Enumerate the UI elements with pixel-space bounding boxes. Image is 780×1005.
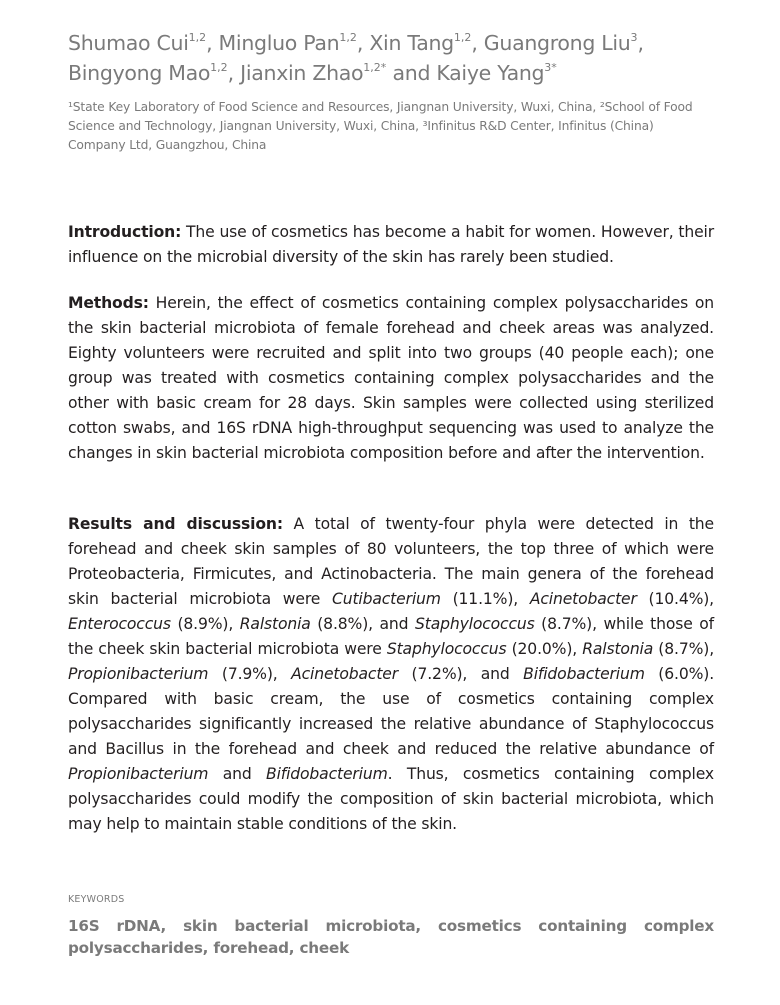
author-name: Guangrong Liu — [483, 31, 631, 55]
author-affiliation-mark: 1,2 — [453, 31, 472, 44]
author-affiliation-mark: 1,2 — [210, 61, 228, 74]
author-list: Shumao Cui$^{1,2}$, Mingluo Pan$^{1,2}$, Xin Tang$^{1,2}$, Guangrong Liu$^3$, Bingyong Mao$^{1,2}$, Jianxin Zhao$^{1,2*}$ and Kaiye Yang$^{3*}$ — [68, 31, 644, 85]
genus-name: Enterococcus — [68, 615, 171, 633]
genus-name: Cutibacterium — [331, 590, 441, 608]
genus-name: Bifidobacterium — [523, 665, 645, 683]
genus-name: Propionibacterium — [68, 665, 209, 683]
genus-name: Acinetobacter — [529, 590, 637, 608]
methods-text: Herein, the effect of cosmetics containing complex polysaccharides on the skin bacterial microbiota of female forehead and cheek areas was analyzed. Eighty volunteers were recruited and split into two groups (40 people each); one group was treated with cosmetics containing complex polysaccharides and the other with basic cream for 28 days. Skin samples were collected using sterilized cotton swabs, and 16S rDNA high-throughput sequencing was used to analyze the changes in skin bacterial microbiota composition before and after the intervention. — [68, 294, 714, 462]
author-name: Shumao Cui — [68, 31, 189, 55]
methods-section — [68, 291, 714, 466]
introduction-text: The use of cosmetics has become a habit for women. However, their influence on the microbial diversity of the skin has rarely been studied. — [68, 223, 714, 266]
keywords-text: 16S rDNA, skin bacterial microbiota, cosmetics containing complex polysaccharides, forehead, cheek — [68, 917, 714, 957]
results-label: Results and discussion: — [68, 515, 283, 533]
genus-name: Bifidobacterium — [266, 765, 388, 783]
author-name: Bingyong Mao — [68, 61, 211, 85]
author-name: Xin Tang — [369, 31, 454, 55]
author-affiliation-mark: 1,2* — [363, 61, 387, 74]
keywords-label: KEYWORDS — [68, 894, 125, 905]
genus-name: Staphylococcus — [386, 640, 507, 658]
author-affiliation-mark: 1,2 — [339, 31, 357, 44]
author-affiliation-mark: 1,2 — [188, 31, 207, 44]
genus-name: Acinetobacter — [291, 665, 399, 683]
author-name: Mingluo Pan — [218, 31, 340, 55]
results-section — [68, 512, 714, 837]
results-text: A total of twenty-four phyla were detected in the forehead and cheek skin samples of 80 volunteers, the top three of which were Proteobacteria, Firmicutes, and Actinobacteria. The main genera of the forehead skin bacterial microbiota were Cutibacterium (11.1%), Acinetobacter (10.4%), Enterococcus (8.9%), Ralstonia (8.8%), and Staphylococcus (8.7%), while those of the cheek skin bacterial microbiota were Staphylococcus (20.0%), Ralstonia (8.7%), Propionibacterium (7.9%), Acinetobacter (7.2%), and Bifidobacterium (6.0%). Compared with basic cream, the use of cosmetics containing complex polysaccharides significantly increased the relative abundance of Staphylococcus and Bacillus in the forehead and cheek and reduced the relative abundance of Propionibacterium and Bifidobacterium. Thus, cosmetics containing complex polysaccharides could modify the composition of skin bacterial microbiota, which may help to maintain stable conditions of the skin. — [68, 515, 714, 833]
introduction-label: Introduction: — [68, 223, 182, 241]
author-name: Kaiye Yang — [436, 61, 545, 85]
genus-name: Staphylococcus — [414, 615, 535, 633]
author-affiliation-mark: 3* — [544, 61, 557, 74]
author-name: Jianxin Zhao — [240, 61, 364, 85]
introduction-section — [68, 220, 714, 270]
methods-label: Methods: — [68, 294, 149, 312]
genus-name: Propionibacterium — [68, 765, 209, 783]
genus-name: Ralstonia — [582, 640, 654, 658]
genus-name: Ralstonia — [239, 615, 311, 633]
affiliations: ¹State Key Laboratory of Food Science and Resources, Jiangnan University, Wuxi, China, ²School of Food Science and Technology, Jiangnan University, Wuxi, China, ³Infinitus R&D Center, Infinitus (China) Company Ltd, Guangzhou, China — [68, 100, 693, 152]
author-affiliation-mark: 3 — [630, 31, 638, 44]
